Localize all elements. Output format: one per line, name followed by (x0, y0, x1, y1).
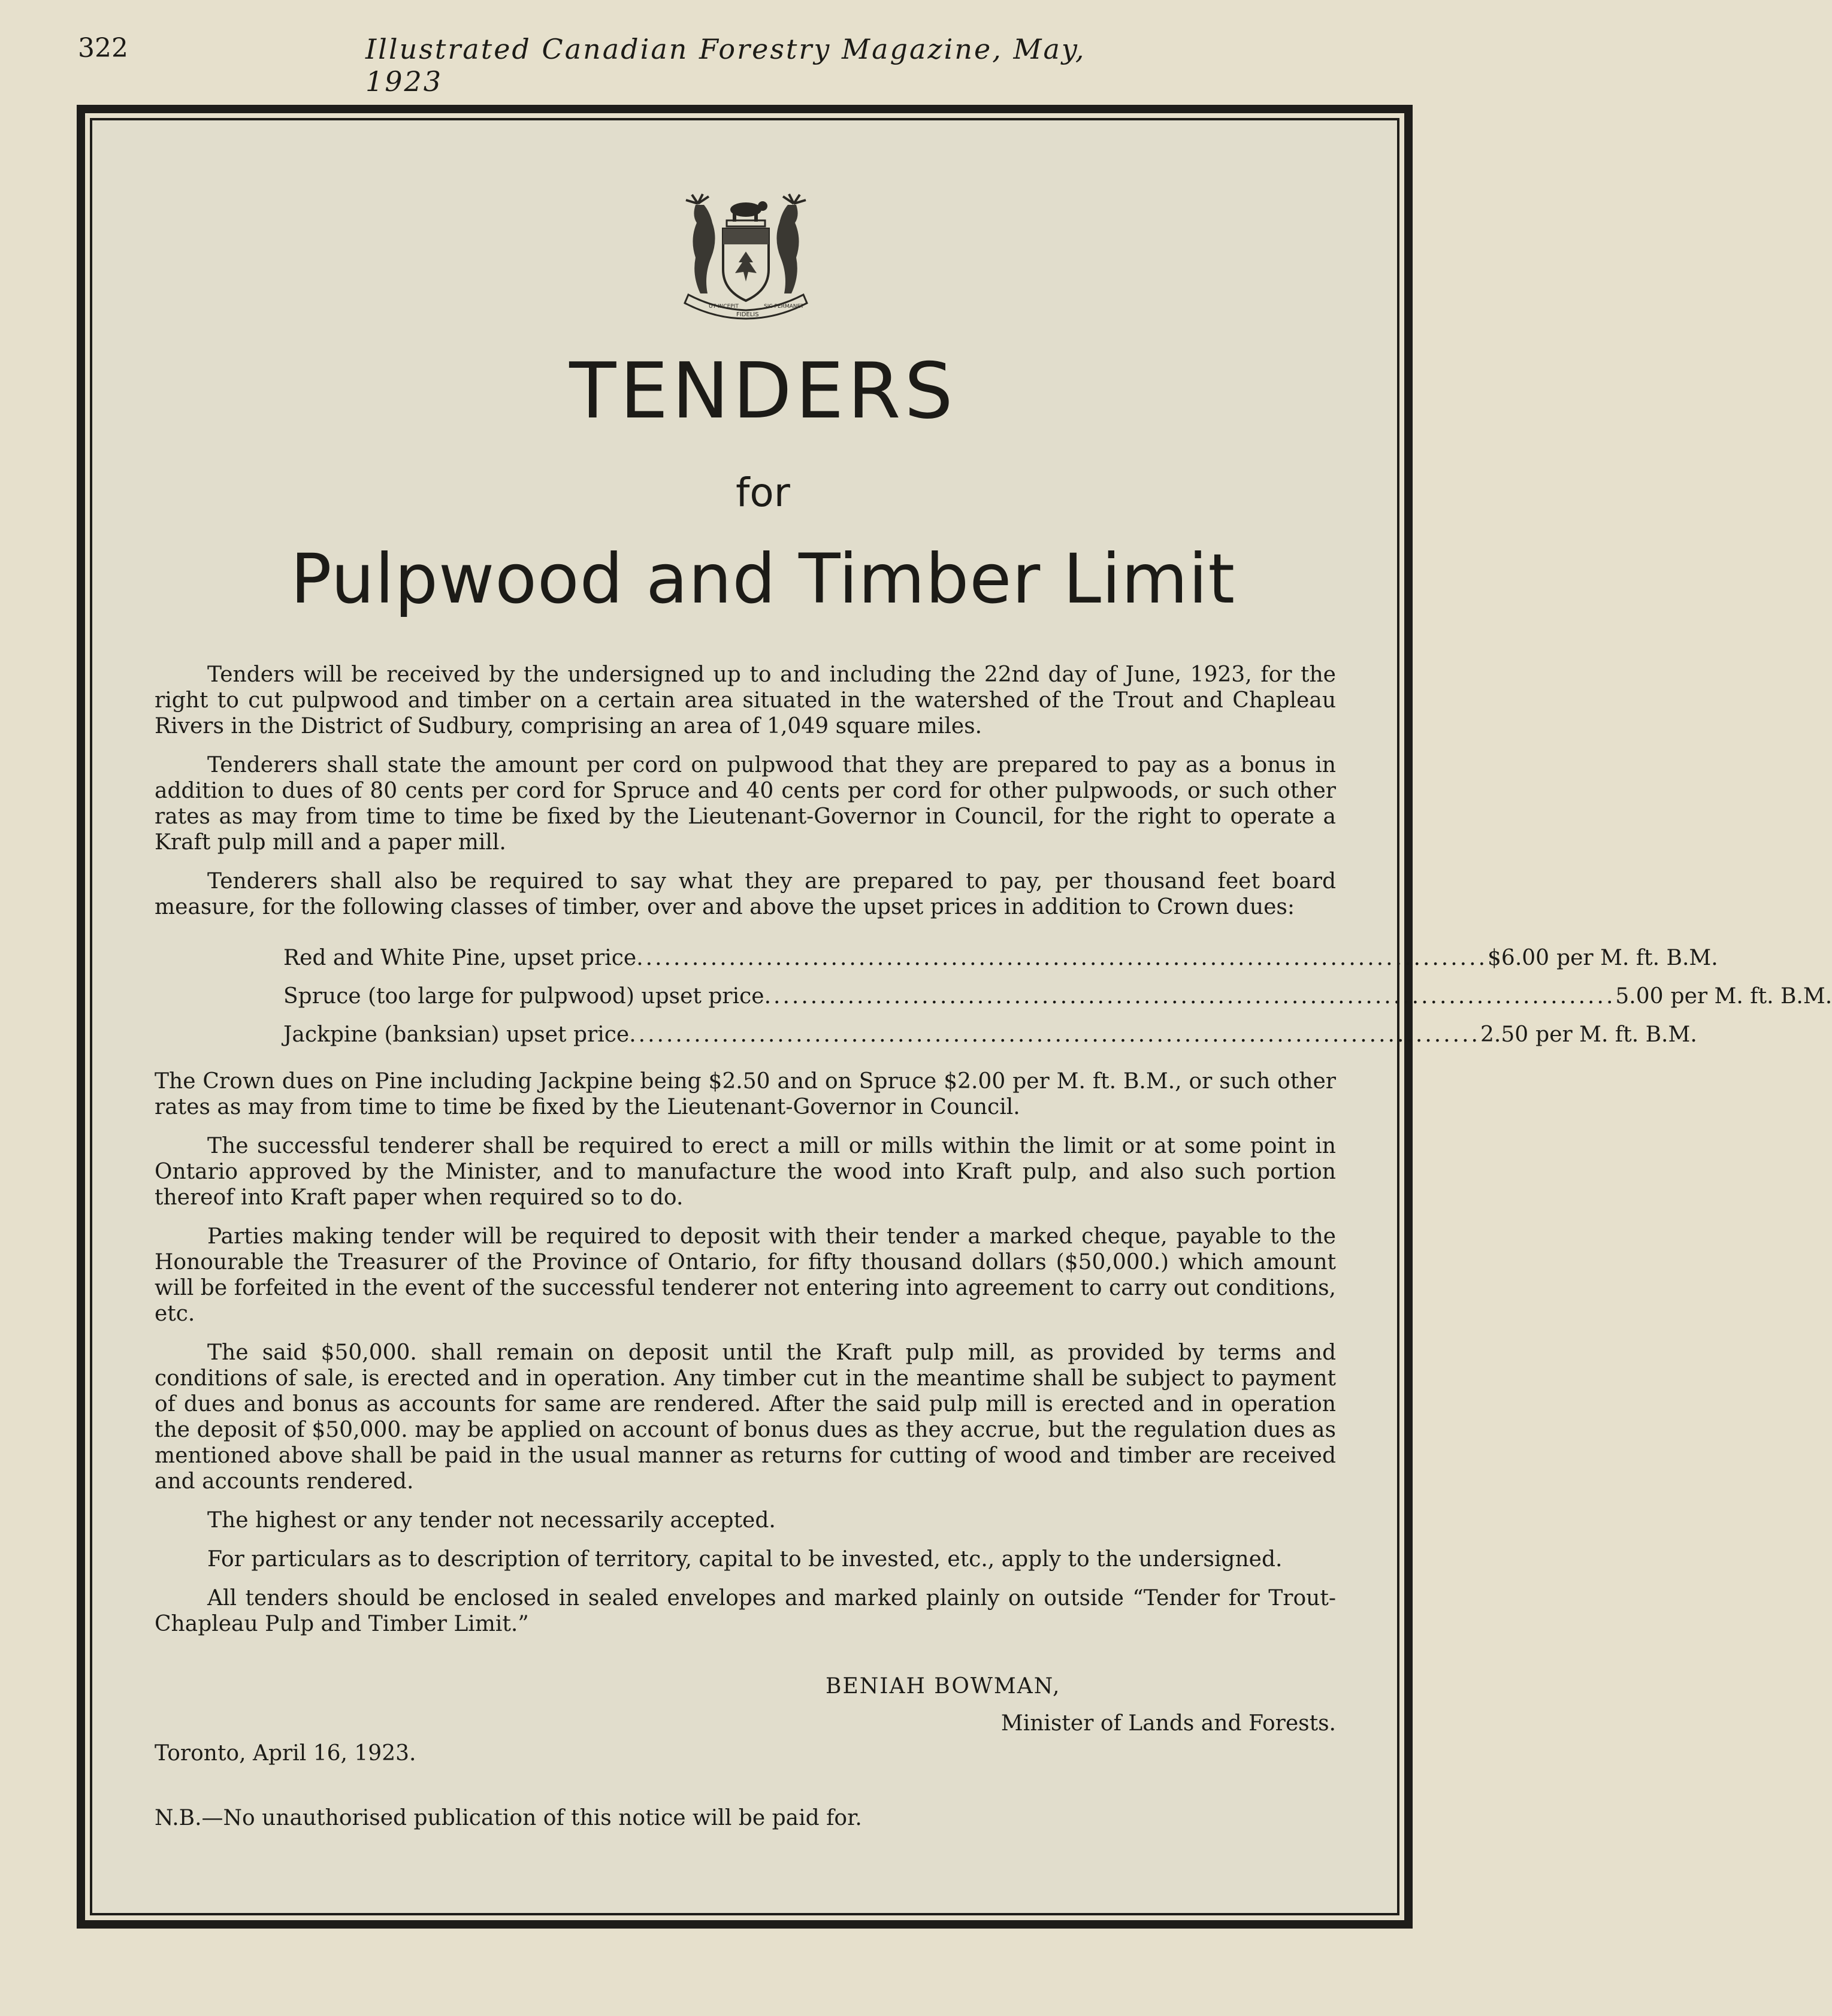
paragraph-crown-dues: The Crown dues on Pine including Jackpine being $2.50 and on Spruce $2.00 per M. ft. B.M., or such other rates as may from time to time be fixed by the Lieutenant-Governor in Council. (155, 1069, 1336, 1119)
notice-body (155, 662, 1832, 1650)
price-unit: per M. ft. B.M. (1670, 984, 1832, 1009)
dot-leader: ............................................................................................ (764, 984, 1616, 1009)
paragraph-deposit: Parties making tender will be required to deposit with their tender a marked cheque, payable to the Honourable the Treasurer of the Province of Ontario, for fifty thousand dollars ($50,000.) which amount will be forfeited in the event of the successful tenderer not entering into agreement to carry out conditions, etc. (155, 1224, 1336, 1326)
paragraph-deposit-terms: The said $50,000. shall remain on deposit until the Kraft pulp mill, as provided by terms and conditions of sale, is erected and in operation. Any timber cut in the meantime shall be subject to payment of dues and bonus as accounts for same are rendered. After the said pulp mill is erected and in operation the deposit of $50,000. may be applied on account of bonus dues as they accrue, but the regulation dues as mentioned above shall be paid in the usual manner as returns for cutting of wood and timber are received and accounts rendered. (155, 1340, 1336, 1494)
running-title: Illustrated Canadian Forestry Magazine, May, 1923 (365, 33, 1086, 98)
signatory-title: Minister of Lands and Forests. (1000, 1711, 1336, 1736)
price-amount: 2.50 (1480, 1022, 1529, 1047)
page-number: 322 (78, 33, 128, 63)
price-row (283, 939, 1718, 977)
paragraph-envelope-instructions: All tenders should be enclosed in sealed envelopes and marked plainly on outside “Tender for Trout-Chapleau Pulp and Timber Limit.” (155, 1586, 1336, 1636)
price-item: Jackpine (banksian) upset price (283, 1022, 630, 1047)
price-amount: $6.00 (1488, 946, 1550, 970)
paragraph-pulpwood-bonus: Tenderers shall state the amount per cord on pulpwood that they are prepared to pay as a bonus in addition to dues of 80 cents per cord for Spruce and 40 cents per cord for other pulpwoods, or such other rates as may from time to time be fixed by the Lieutenant-Governor in Council, for the right to operate a Kraft pulp mill and a paper mill. (155, 753, 1336, 855)
notice-title-for: for (736, 470, 790, 516)
paragraph-tender-deadline: Tenders will be received by the undersigned up to and including the 22nd day of June, 1923, for the right to cut pulpwood and timber on a certain area situated in the watershed of the Trout and Chapleau Rivers in the District of Sudbury, comprising an area of 1,049 square miles. (155, 662, 1336, 738)
upset-price-list (155, 939, 1832, 1054)
price-item: Red and White Pine, upset price (283, 946, 637, 970)
nb-note: N.B.—No unauthorised publication of this notice will be paid for. (155, 1806, 862, 1830)
signatory-name: BENIAH BOWMAN, (826, 1674, 1061, 1699)
price-unit: per M. ft. B.M. (1556, 946, 1718, 970)
dot-leader: ............................................................................................ (636, 946, 1488, 970)
crest-motto-left: UT INCEPIT (709, 304, 739, 310)
dot-leader: ............................................................................................ (629, 1022, 1480, 1047)
crest-motto-right: SIC PERMANET (764, 304, 804, 310)
paragraph-mill-requirement: The successful tenderer shall be required to erect a mill or mills within the limit or at some point in Ontario approved by the Minister, and to manufacture the wood into Kraft pulp, and also such portion thereof into Kraft paper when required so to do. (155, 1134, 1336, 1210)
paragraph-particulars: For particulars as to description of territory, capital to be invested, etc., apply to the undersigned. (207, 1547, 1283, 1572)
paragraph-timber-classes: Tenderers shall also be required to say what they are prepared to pay, per thousand feet board measure, for the following classes of timber, over and above the upset prices in addition to Crown dues: (155, 869, 1336, 919)
page-header (0, 33, 1526, 98)
crest-motto-center: FIDELIS (736, 311, 759, 318)
price-row (283, 1016, 1697, 1054)
notice-subtitle: Pulpwood and Timber Limit (290, 539, 1236, 619)
price-row (283, 977, 1832, 1016)
price-unit: per M. ft. B.M. (1535, 1022, 1697, 1047)
notice-title: TENDERS (569, 347, 957, 436)
paragraph-highest-tender: The highest or any tender not necessarily accepted. (207, 1508, 776, 1533)
price-amount: 5.00 (1615, 984, 1664, 1009)
place-date: Toronto, April 16, 1923. (155, 1741, 416, 1766)
signature-block (155, 1674, 1336, 1782)
ontario-coat-of-arms-icon (674, 192, 818, 320)
price-item: Spruce (too large for pulpwood) upset price (283, 984, 764, 1009)
